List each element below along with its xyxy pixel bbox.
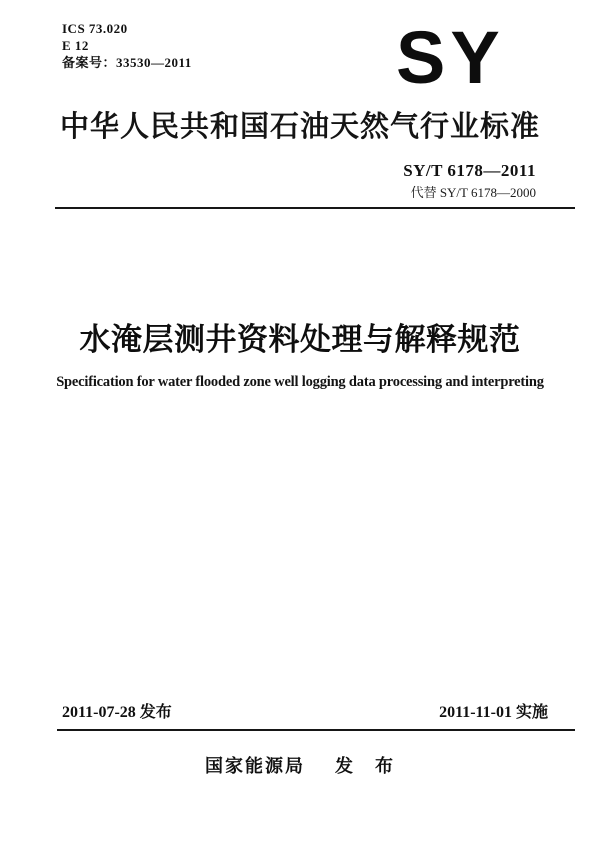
record-number: 备案号：33530—2011 (62, 55, 192, 70)
publisher-line (0, 752, 600, 778)
ics-code: ICS 73.020 (62, 21, 128, 36)
standard-replaces: 代替 SY/T 6178—2000 (410, 185, 536, 200)
sy-logo: SY (396, 16, 505, 99)
standard-body-line: 中华人民共和国石油天然气行业标准 (59, 111, 540, 143)
title-chinese: 水淹层测井资料处理与解释规范 (79, 322, 521, 357)
issue-date: 2011-07-28 发布 (62, 704, 172, 721)
publish-action: 发 布 (335, 756, 395, 776)
footer-divider (57, 729, 575, 731)
implement-date: 2011-11-01 实施 (439, 704, 548, 721)
title-english: Specification for water flooded zone well logging data processing and interpreting (56, 374, 544, 390)
meta-block (62, 20, 192, 71)
classification-code: E 12 (62, 38, 89, 53)
dates-row (62, 699, 548, 722)
standard-number-block (403, 161, 536, 201)
publisher-name: 国家能源局 (205, 756, 305, 776)
header-divider (55, 207, 575, 209)
standard-number: SY/T 6178—2011 (403, 161, 536, 180)
